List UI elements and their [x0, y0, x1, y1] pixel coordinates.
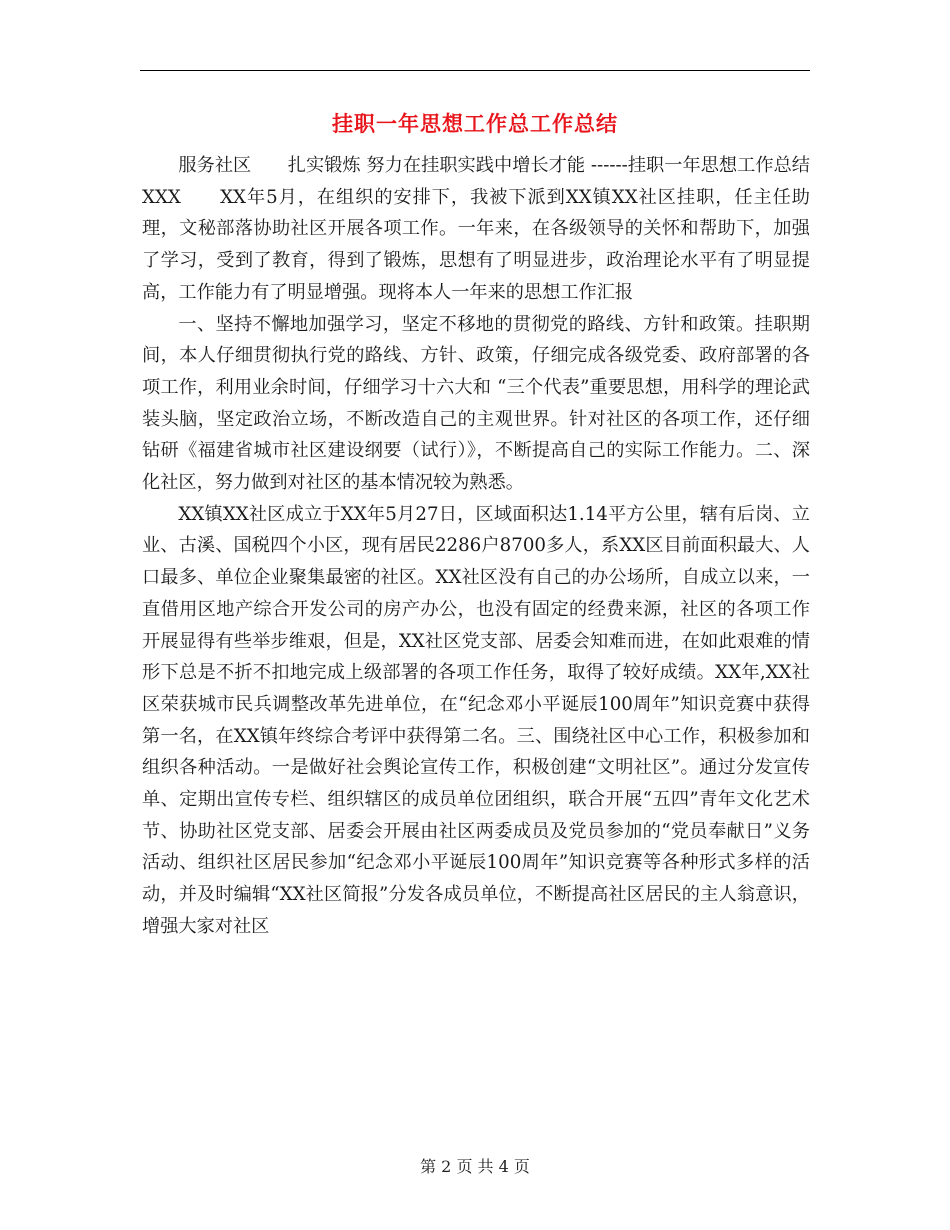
header-rule [140, 70, 810, 71]
paragraph-intro: 服务社区 扎实锻炼 努力在挂职实践中增长才能 ------挂职一年思想工作总结 XXX XX年5月，在组织的安排下，我被下派到XX镇XX社区挂职，任主任助理，文秘部落协助社区开展各项工作。一年来，在各级领导的关怀和帮助下，加强了学习，受到了教育，得到了锻炼，思想有了明显进步，政治理论水平有了明显提高，工作能力有了明显增强。现将本人一年来的思想工作汇报 [142, 155, 829, 303]
page-number-footer: 第 2 页 共 4 页 [420, 1157, 530, 1176]
paragraph-community: XX镇XX社区成立于XX年5月27日，区域面积达1.14平方公里，辖有后岗、立业、古溪、国税四个小区，现有居民2286户8700多人，系XX区目前面积最大、人口最多、单位企业聚集最密的社区。XX社区没有自己的办公场所，自成立以来，一直借用区地产综合开发公司的房产办公，也没有固定的经费来源，社区的各项工作开展显得有些举步维艰，但是，XX社区党支部、居委会知难而进，在如此艰难的情形下总是不折不扣地完成上级部署的各项工作任务，取得了较好成绩。XX年,XX社区荣获城市民兵调整改革先进单位，在“纪念邓小平诞辰100周年”知识竞赛中获得第一名，在XX镇年终综合考评中获得第二名。三、围绕社区中心工作，积极参加和组织各种活动。一是做好社会舆论宣传工作，积极创建“文明社区”。通过分发宣传单、定期出宣传专栏、组织辖区的成员单位团组织，联合开展“五四”青年文化艺术节、协助社区党支部、居委会开展由社区两委成员及党员参加的“党员奉献日”义务活动、组织社区居民参加“纪念邓小平诞辰100周年”知识竞赛等各种形式多样的活动，并及时编辑“XX社区简报”分发各成员单位，不断提高社区居民的主人翁意识，增强大家对社区 [142, 503, 810, 937]
document-title: 挂职一年思想工作总工作总结 [332, 111, 618, 136]
paragraph-study: 一、坚持不懈地加强学习，坚定不移地的贯彻党的路线、方针和政策。挂职期间，本人仔细贯彻执行党的路线、方针、政策，仔细完成各级党委、政府部署的各项工作，利用业余时间，仔细学习十六大和 “三个代表”重要思想，用科学的理论武装头脑，坚定政治立场，不断改造自己的主观世界。针对社区的各项工作，还仔细钻研《福建省城市社区建设纲要（试行）》，不断提高自己的实际工作能力。二、深化社区，努力做到对社区的基本情况较为熟悉。 [142, 313, 810, 494]
document-body [142, 150, 829, 943]
